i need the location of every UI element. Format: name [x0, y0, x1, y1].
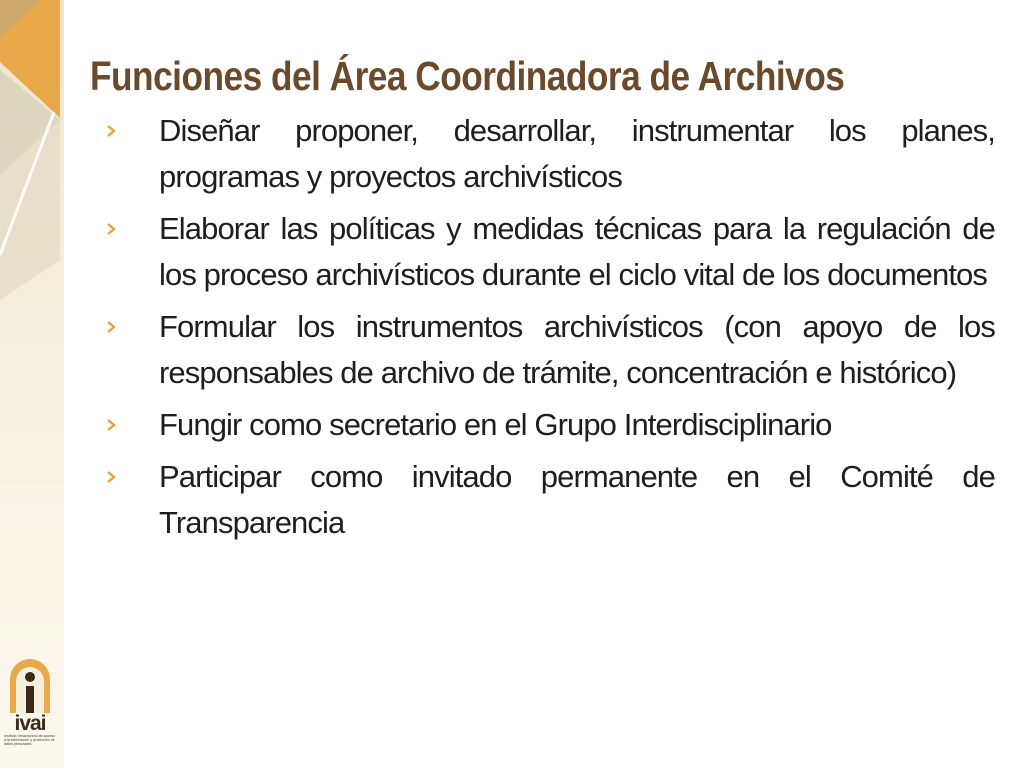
arrow-bullet-icon [105, 402, 159, 432]
bullet-text: Elaborar las políticas y medidas técnicas para la regulación de los proceso archivísticos durante el ciclo vital de los documentos [159, 211, 995, 292]
logo-caption: Instituto Veracruzano de acceso a la información y protección de datos personales [4, 734, 56, 747]
arrow-bullet-icon [105, 454, 159, 484]
decorative-side-band [0, 0, 64, 768]
arrow-bullet-icon [105, 108, 159, 138]
slide-title: Funciones del Área Coordinadora de Archivos [90, 53, 845, 100]
list-item [105, 402, 995, 448]
list-item [105, 108, 995, 200]
list-item [105, 206, 995, 298]
logo-wordmark: ivai [14, 712, 46, 735]
bullet-text: Diseñar proponer, desarrollar, instrumentar los planes, programas y proyectos archivísticos [159, 113, 995, 194]
list-item [105, 304, 995, 396]
bullet-text: Fungir como secretario en el Grupo Interdisciplinario [159, 407, 832, 442]
bullet-list [105, 108, 995, 552]
ivai-logo [4, 655, 56, 751]
list-item [105, 454, 995, 546]
bullet-text: Formular los instrumentos archivísticos (con apoyo de los responsables de archivo de trámite, concentración e histórico) [159, 309, 995, 390]
arrow-bullet-icon [105, 304, 159, 334]
ivai-emblem-icon [4, 655, 56, 713]
arrow-bullet-icon [105, 206, 159, 236]
bullet-text: Participar como invitado permanente en el Comité de Transparencia [159, 459, 995, 540]
